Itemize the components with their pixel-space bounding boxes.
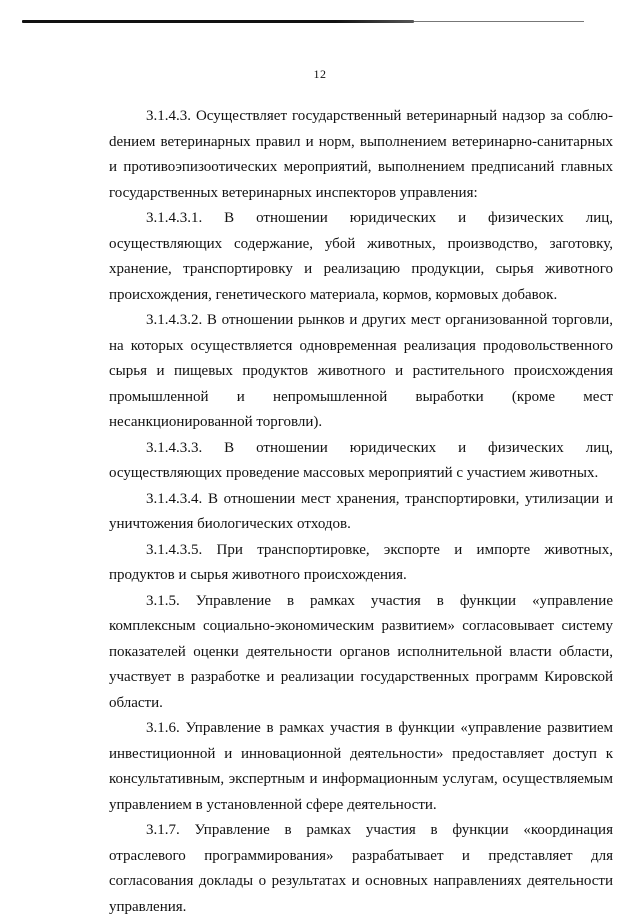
paragraph-3-1-5: 3.1.5. Управление в рамках участия в функции «управление комплексным социально-экономическим развитием» согласовывает систему показателей оценки деятельности органов исполнительной власти области, участвует в разработке и реализации государственных программ Кировской области. [109,592,613,711]
paragraph-3-1-4-3: 3.1.4.3. Осуществляет государственный ветеринарный надзор за соблюdением ветеринарных правил и норм, выполнением ветеринарно-санитарных и противоэпизоотических мероприятий, выполнением предписаний главных государственных ветеринарных инспекторов управления: [109,108,613,201]
paragraph-3-1-7: 3.1.7. Управление в рамках участия в функции «координация отраслевого программирования» разрабатывает и представляет для согласования доклады о результатах и основных направлениях деятельности управления. [109,822,613,915]
scan-border-line [22,20,414,23]
paragraph-3-1-4-3-3: 3.1.4.3.3. В отношении юридических и физических лиц, осуществляющих проведение массовых мероприятий с участием животных. [109,439,613,481]
paragraph-3-1-4-3-5: 3.1.4.3.5. При транспортировке, экспорте и импорте животных, продуктов и сырья животного происхождения. [109,541,613,583]
paragraph-3-1-4-3-2: 3.1.4.3.2. В отношении рынков и других мест организованной торговли, на которых осуществляется одновременная реализация продовольственного сырья и пищевых продуктов животного и растительного происхождения промышленной и непромышленной выработки (кроме мест несанкционированной торговли). [109,312,613,430]
page-number: 12 [313,67,327,81]
document-body [109,104,613,920]
scan-border-line-tail [414,21,584,22]
paragraph-3-1-4-3-4: 3.1.4.3.4. В отношении мест хранения, транспортировки, утилизации и уничтожения биологических отходов. [109,490,613,532]
paragraph-3-1-6: 3.1.6. Управление в рамках участия в функции «управление развитием инвестиционной и инновационной деятельности» предоставляет доступ к консультативным, экспертным и информационным услугам, осуществляемым управлением в установленной сфере деятельности. [109,720,613,813]
paragraph-3-1-4-3-1: 3.1.4.3.1. В отношении юридических и физических лиц, осуществляющих содержание, убой животных, производство, заготовку, хранение, транспортировку и реализацию продукции, сырья животного происхождения, генетического материала, кормов, кормовых добавок. [109,210,613,303]
